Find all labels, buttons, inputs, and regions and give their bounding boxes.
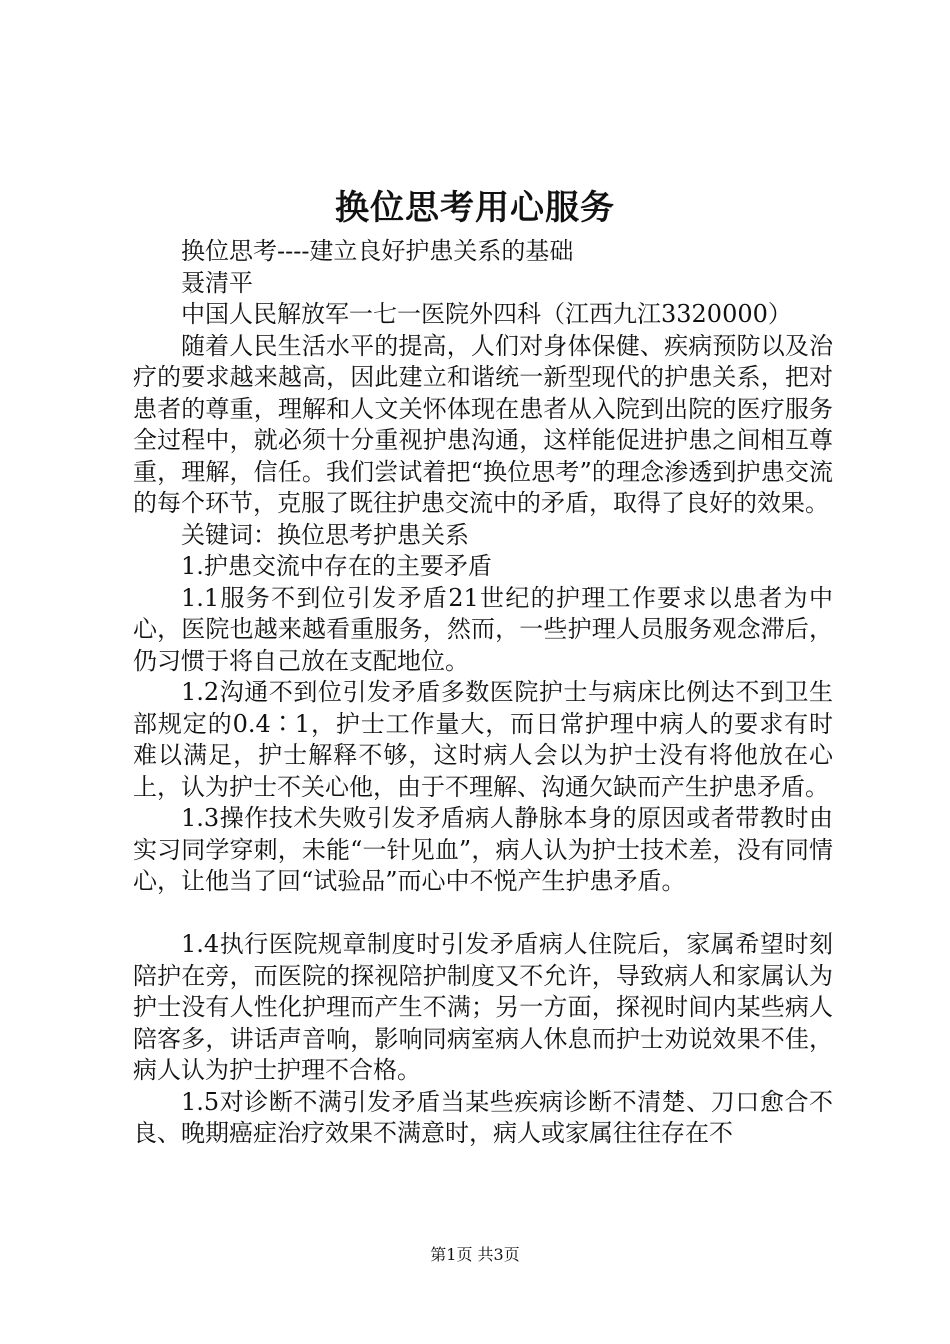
keywords-paragraph: 关键词：换位思考护患关系 xyxy=(181,520,469,549)
section-1-4-paragraph: 1.4执行医院规章制度时引发矛盾病人住院后，家属希望时刻陪护在旁，而医院的探视陪护制度又不允许，导致病人和家属认为护士没有人性化护理而产生不满；另一方面，探视时间内某些病人陪客多，讲话声音响，影响同病室病人休息而护士劝说效果不佳，病人认为护士护理不合格。 xyxy=(133,930,833,1084)
subtitle-paragraph: 换位思考----建立良好护患关系的基础 xyxy=(181,237,574,265)
section-heading: 1.护患交流中存在的主要矛盾 xyxy=(181,552,492,580)
document-body xyxy=(133,236,833,1150)
page-footer: 第1页 共3页 xyxy=(430,1245,520,1264)
abstract-paragraph: 随着人民生活水平的提高，人们对身体保健、疾病预防以及治疗的要求越来越高，因此建立和谐统一新型现代的护患关系，把对患者的尊重，理解和人文关怀体现在患者从入院到出院的医疗服务全过程中，就必须十分重视护患沟通，这样能促进护患之间相互尊重，理解，信任。我们尝试着把“换位思考”的理念渗透到护患交流的每个环节，克服了既往护患交流中的矛盾，取得了良好的效果。 xyxy=(133,331,833,517)
document-title: 换位思考用心服务 xyxy=(335,188,615,228)
section-1-5-paragraph: 1.5对诊断不满引发矛盾当某些疾病诊断不清楚、刀口愈合不良、晚期癌症治疗效果不满意时，病人或家属往往存在不 xyxy=(133,1087,833,1147)
affiliation-paragraph: 中国人民解放军一七一医院外四科（江西九江3320000） xyxy=(181,300,792,328)
author-paragraph: 聂清平 xyxy=(181,268,253,297)
section-1-2-paragraph: 1.2沟通不到位引发矛盾多数医院护士与病床比例达不到卫生部规定的0.4∶1，护士工作量大，而日常护理中病人的要求有时难以满足，护士解释不够，这时病人会以为护士没有将他放在心上，认为护士不关心他，由于不理解、沟通欠缺而产生护患矛盾。 xyxy=(133,678,833,801)
section-1-3-paragraph: 1.3操作技术失败引发矛盾病人静脉本身的原因或者带教时由实习同学穿刺，未能“一针见血”，病人认为护士技术差，没有同情心，让他当了回“试验品”而心中不悦产生护患矛盾。 xyxy=(133,804,833,895)
section-1-1-paragraph: 1.1服务不到位引发矛盾21世纪的护理工作要求以患者为中心，医院也越来越看重服务，然而，一些护理人员服务观念滞后，仍习惯于将自己放在支配地位。 xyxy=(133,583,833,675)
